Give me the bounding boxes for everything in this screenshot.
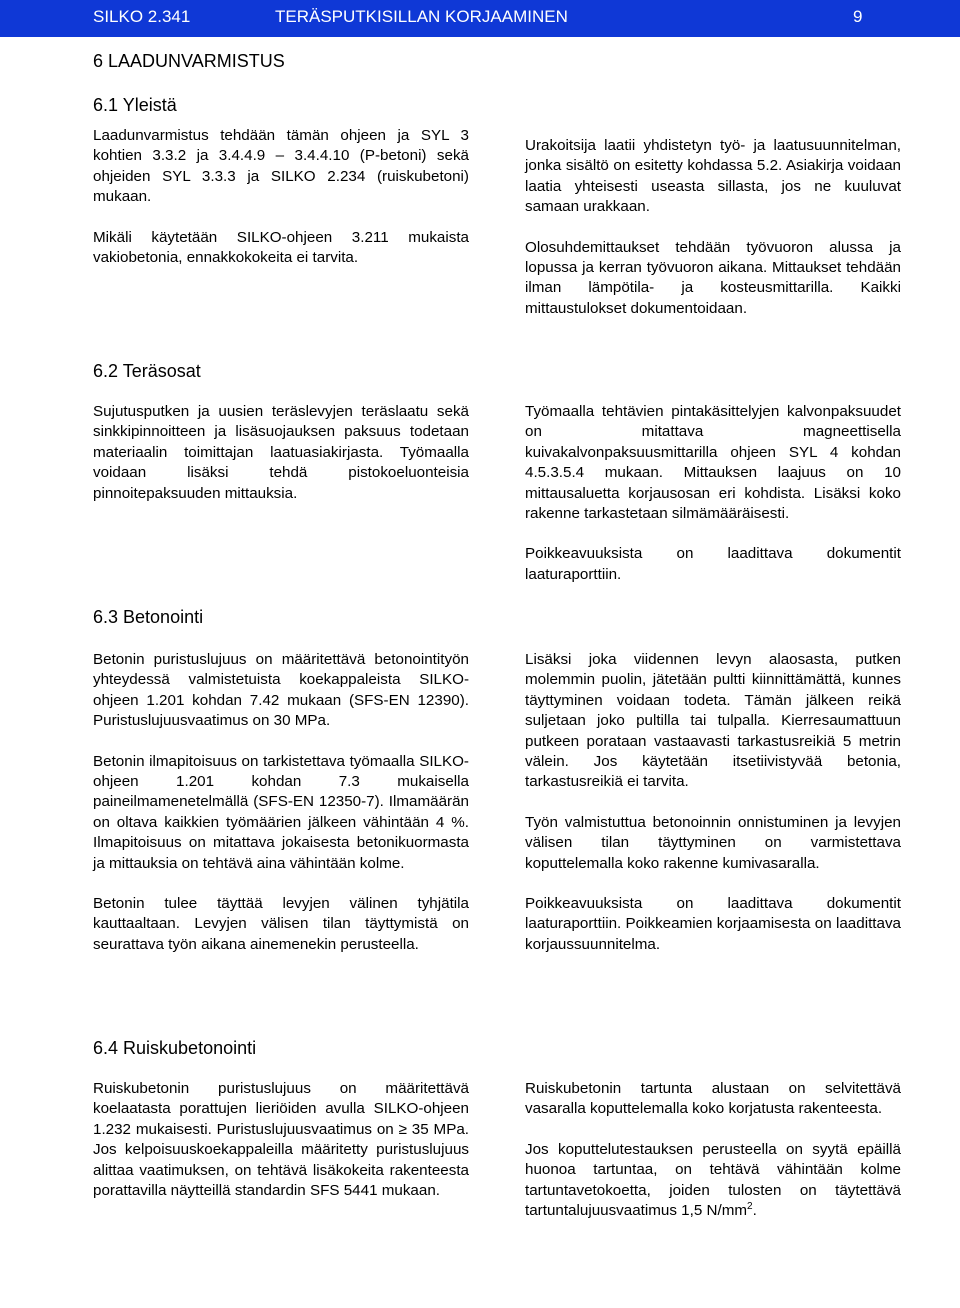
paragraph (525, 1140, 901, 1222)
paragraph: Työmaalla tehtävien pintakäsittelyjen kalvonpaksuudet on mitattava magneettisella kuivakalvonpaksuusmittarilla ohjeen SYL 4 kohdan 4.5.3.5.4 mukaan. Mittauksen laajuus on 10 mittausaluetta korjausosan eri kohdista. Lisäksi koko rakenne tarkastetaan silmämääräisesti. (525, 403, 901, 523)
chapter-heading: 6 LAADUNVARMISTUS (93, 51, 285, 71)
section-6-3-right-column (525, 650, 901, 975)
section-6-4-left-column (93, 1079, 469, 1221)
paragraph: Betonin puristuslujuus on määritettävä betonointityön yhteydessä valmistetuista koekappaleista SILKO-ohjeen 1.201 kohdan 7.42 mukaan (SFS-EN 12390). Puristuslujuusvaatimus on 30 MPa. (93, 651, 469, 730)
page-number: 9 (853, 7, 863, 26)
superscript: 2 (747, 1200, 753, 1212)
section-6-3-left-column (93, 650, 469, 975)
paragraph: Betonin ilmapitoisuus on tarkistettava työmaalla SILKO-ohjeen 1.201 kohdan 7.3 mukaisella paineilmamenetelmällä (SFS-EN 12350-7). Ilmamäärän on oltava kaikkien työmäärien jälkeen vähintään 4 %. Ilmapitoisuus on mitattava jokaisesta betonikuormasta ja mittauksia on tehtävä aina vähintään kolme. (93, 752, 469, 872)
document-title: TERÄSPUTKISILLAN KORJAAMINEN (275, 7, 568, 26)
paragraph: Olosuhdemittaukset tehdään työvuoron alussa ja lopussa ja kerran työvuoron aikana. Mittaukset tehdään ilman lämpötila- ja kosteusmittarilla. Kaikki mittaustulokset dokumentoidaan. (525, 238, 901, 317)
paragraph: Laadunvarmistus tehdään tämän ohjeen ja SYL 3 kohtien 3.3.2 ja 3.4.4.9 – 3.4.4.10 (P-betoni) sekä ohjeiden SYL 3.3.3 ja SILKO 2.234 (ruiskubetoni) mukaan. (93, 127, 469, 206)
section-heading-6-3: 6.3 Betonointi (93, 607, 204, 627)
document-code: SILKO 2.341 (93, 7, 191, 26)
paragraph: Mikäli käytetään SILKO-ohjeen 3.211 mukaista vakiobetonia, ennakkokokeita ei tarvita. (93, 228, 469, 267)
paragraph: Betonin tulee täyttää levyjen välinen tyhjätila kauttaaltaan. Levyjen välisen tilan täyttymistä on seurattava työn aikana ainemenekin perusteella. (93, 895, 469, 953)
paragraph-end: . (752, 1202, 757, 1220)
paragraph: Lisäksi joka viidennen levyn alaosasta, putken molemmin puolin, jätetään pultti kiinnittämättä, kunnes täyttyminen voidaan todeta. Tämän jälkeen reikä suljetaan joko pultilla tai tulpalla. Kierresaumattuun putkeen porataan vastaavasti tarkastusreikiä 5 metrin välein. Jos käytetään itsetiivistyvää betonia, tarkastusreikiä ei tarvita. (525, 651, 901, 791)
section-6-1-right-column (525, 136, 901, 339)
section-6-4-right-column (525, 1079, 901, 1241)
section-6-2-right-column (525, 402, 901, 605)
section-heading-6-4: 6.4 Ruiskubetonointi (93, 1038, 257, 1058)
paragraph: Urakoitsija laatii yhdistetyn työ- ja laatusuunnitelman, jonka sisältö on esitetty kohdassa 5.2. Asiakirja voidaan laatia yhteisesti useasta sillasta, jos ne kuuluvat samaan urakkaan. (525, 137, 901, 216)
section-heading-6-2: 6.2 Teräsosat (93, 361, 201, 381)
paragraph: Ruiskubetonin puristuslujuus on määritettävä koelaatasta porattujen lieriöiden avulla SILKO-ohjeen 1.232 mukaisesti. Puristuslujuusvaatimus on ≥ 35 MPa. Jos kelpoisuuskoekappaleilla määritetty puristuslujuus alittaa vaatimuksen, on tehtävä lisäkokeita rakenteesta porattavilla näytteillä standardin SFS 5441 mukaan. (93, 1080, 469, 1200)
section-heading-6-1: 6.1 Yleistä (93, 95, 177, 115)
paragraph: Työn valmistuttua betonoinnin onnistuminen ja levyjen välisen tilan täyttyminen on varmistettava koputtelemalla koko rakenne kumivasaralla. (525, 813, 901, 872)
paragraph-text: Jos koputtelutestauksen perusteella on syytä epäillä huonoa tartuntaa, on tehtävä vähintään kolme tartuntavetokoetta, joiden tulosten on täytettävä tartuntalujuusvaatimus 1,5 N/mm (525, 1140, 901, 1220)
page-header (0, 0, 960, 37)
paragraph: Poikkeavuuksista on laadittava dokumentit laaturaporttiin. Poikkeamien korjaamisesta on laadittava korjaussuunnitelma. (525, 895, 901, 953)
paragraph: Ruiskubetonin tartunta alustaan on selvitettävä vasaralla koputtelemalla koko korjatusta rakenteesta. (525, 1080, 901, 1118)
paragraph: Sujutusputken ja uusien teräslevyjen teräslaatu sekä sinkkipinnoitteen ja lisäsuojauksen paksuus todetaan materiaalin toimittajan laatuasiakirjasta. Työmaalla voidaan lisäksi tehdä pistokoeluonteisia pinnoitepaksuuden mittauksia. (93, 403, 469, 502)
paragraph: Poikkeavuuksista on laadittava dokumentit laaturaporttiin. (525, 545, 901, 583)
section-6-2-left-column (93, 402, 469, 524)
section-6-1-left-column (93, 126, 469, 288)
